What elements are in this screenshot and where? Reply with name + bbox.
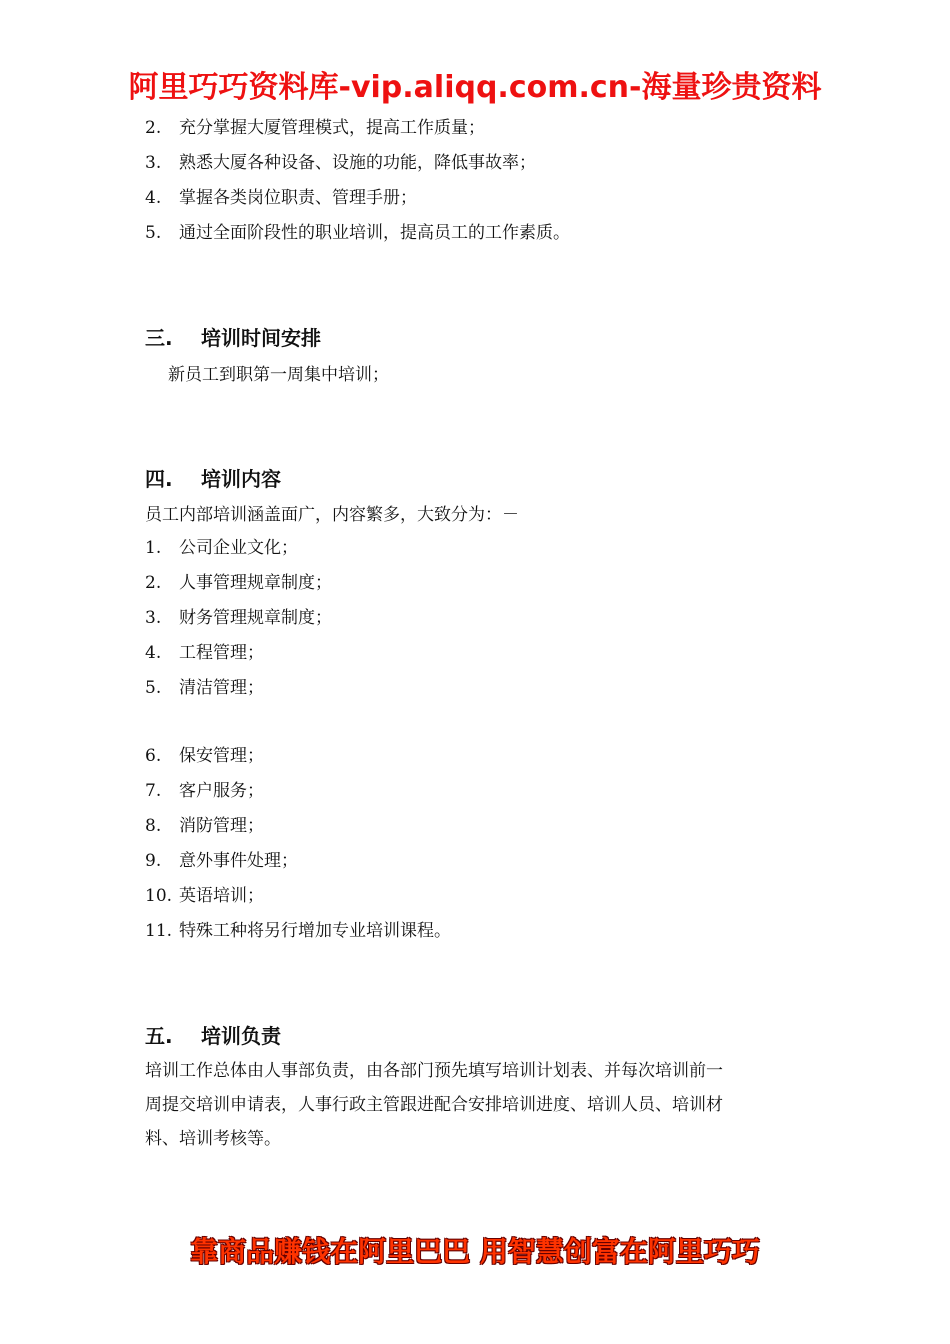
section-heading-schedule [145, 322, 321, 351]
section-heading-responsibility [145, 1020, 281, 1049]
item-number: 5. [145, 678, 162, 698]
item-number: 3. [145, 153, 162, 173]
item-number: 11. [145, 921, 173, 941]
item-text: 清洁管理； [179, 678, 264, 698]
list-item [145, 849, 298, 873]
list-item [145, 676, 264, 700]
item-text: 公司企业文化； [179, 538, 298, 558]
item-text: 保安管理； [179, 746, 264, 766]
section-intro: 员工内部培训涵盖面广，内容繁多，大致分为：－ [145, 505, 519, 525]
item-text: 意外事件处理； [179, 851, 298, 871]
list-item [145, 814, 264, 838]
list-item [145, 779, 264, 803]
list-item [145, 744, 264, 768]
body-line: 料、培训考核等。 [145, 1129, 281, 1149]
item-text: 通过全面阶段性的职业培训，提高员工的工作素质。 [179, 223, 570, 243]
list-item [145, 186, 417, 210]
item-text: 英语培训； [179, 886, 264, 906]
section-title: 培训内容 [201, 467, 281, 491]
body-line: 周提交培训申请表，人事行政主管跟进配合安排培训进度、培训人员、培训材 [145, 1095, 723, 1115]
section-body [145, 1054, 807, 1156]
item-text: 特殊工种将另行增加专业培训课程。 [179, 921, 451, 941]
section-title: 培训时间安排 [201, 326, 321, 350]
footer-banner: 靠商品赚钱在阿里巴巴 用智慧创富在阿里巧巧 [190, 1235, 760, 1268]
item-text: 财务管理规章制度； [179, 608, 332, 628]
item-number: 5. [145, 223, 162, 243]
section-number: 三. [145, 326, 173, 350]
item-number: 1. [145, 538, 162, 558]
item-text: 消防管理； [179, 816, 264, 836]
item-number: 2. [145, 573, 162, 593]
list-item [145, 116, 485, 140]
section-number: 五. [145, 1024, 173, 1048]
list-item [145, 536, 298, 560]
body-line: 培训工作总体由人事部负责，由各部门预先填写培训计划表、并每次培训前一 [145, 1061, 723, 1081]
list-item [145, 571, 332, 595]
item-number: 6. [145, 746, 162, 766]
item-number: 10. [145, 886, 173, 906]
item-number: 2. [145, 118, 162, 138]
list-item [145, 606, 332, 630]
list-item [145, 884, 264, 908]
item-text: 工程管理； [179, 643, 264, 663]
list-item [145, 221, 570, 245]
item-number: 4. [145, 643, 162, 663]
section-heading-content [145, 463, 281, 492]
header-banner: 阿里巧巧资料库-vip.aliqq.com.cn-海量珍贵资料 [128, 70, 822, 105]
item-number: 8. [145, 816, 162, 836]
item-number: 7. [145, 781, 162, 801]
item-text: 掌握各类岗位职责、管理手册； [179, 188, 417, 208]
section-number: 四. [145, 467, 173, 491]
section-body: 新员工到职第一周集中培训； [168, 365, 389, 385]
section-title: 培训负责 [201, 1024, 281, 1048]
item-number: 4. [145, 188, 162, 208]
item-number: 3. [145, 608, 162, 628]
item-number: 9. [145, 851, 162, 871]
item-text: 熟悉大厦各种设备、设施的功能，降低事故率； [179, 153, 536, 173]
list-item [145, 641, 264, 665]
list-item [145, 151, 536, 175]
list-item [145, 919, 451, 943]
item-text: 客户服务； [179, 781, 264, 801]
item-text: 充分掌握大厦管理模式，提高工作质量； [179, 118, 485, 138]
item-text: 人事管理规章制度； [179, 573, 332, 593]
